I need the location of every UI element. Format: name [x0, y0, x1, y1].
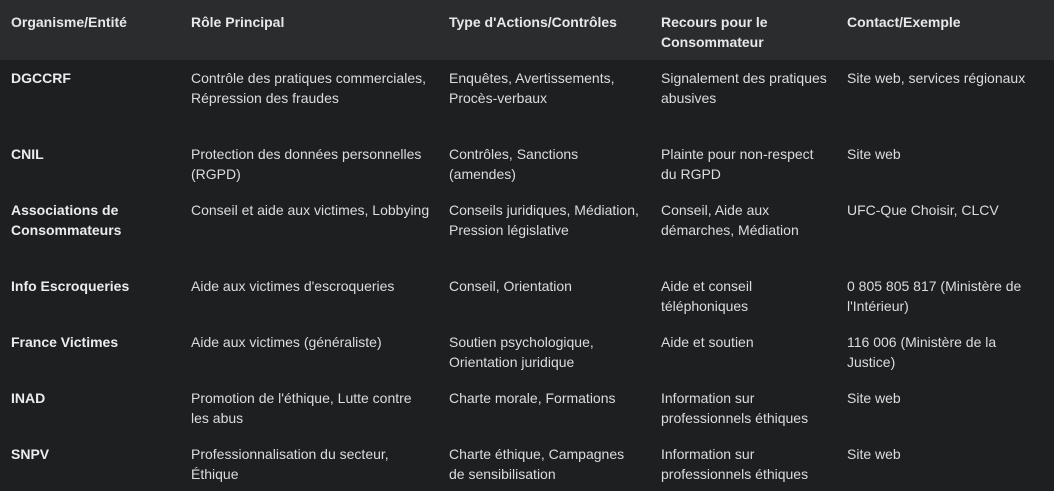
table-header — [0, 0, 1054, 60]
cell-actions: Enquêtes, Avertissements, Procès-verbaux — [449, 70, 615, 106]
cell-organisme: France Victimes — [11, 334, 119, 350]
cell-role: Protection des données personnelles (RGPD) — [191, 146, 422, 182]
table-row — [0, 324, 1054, 380]
cell-actions: Charte éthique, Campagnes de sensibilisation — [449, 446, 625, 482]
cell-contact: Site web — [847, 446, 901, 462]
header-role: Rôle Principal — [191, 14, 285, 30]
table-row — [0, 436, 1054, 491]
cell-role: Professionnalisation du secteur, Éthique — [191, 446, 389, 482]
cell-recours: Aide et conseil téléphoniques — [661, 278, 753, 314]
header-actions: Type d'Actions/Contrôles — [449, 14, 617, 30]
cell-recours: Plainte pour non-respect du RGPD — [661, 146, 814, 182]
cell-organisme: DGCCRF — [11, 70, 71, 86]
header-recours: Recours pour le Consommateur — [661, 14, 768, 50]
cell-actions: Conseils juridiques, Médiation, Pression législative — [449, 202, 639, 238]
cell-contact: Site web — [847, 146, 901, 162]
cell-role: Conseil et aide aux victimes, Lobbying — [191, 202, 430, 218]
table-body — [0, 60, 1054, 491]
cell-organisme: Associations de Consommateurs — [11, 202, 122, 238]
cell-recours: Information sur professionnels éthiques — [661, 390, 809, 426]
header-organisme: Organisme/Entité — [11, 14, 127, 30]
cell-actions: Charte morale, Formations — [449, 390, 616, 406]
cell-role: Aide aux victimes (généraliste) — [191, 334, 382, 350]
cell-recours: Conseil, Aide aux démarches, Médiation — [661, 202, 799, 238]
cell-role: Contrôle des pratiques commerciales, Répression des fraudes — [191, 70, 426, 106]
cell-organisme: CNIL — [11, 146, 44, 162]
cell-contact: 116 006 (Ministère de la Justice) — [847, 334, 997, 370]
cell-contact: UFC-Que Choisir, CLCV — [847, 202, 999, 218]
cell-actions: Conseil, Orientation — [449, 278, 572, 294]
cell-contact: Site web — [847, 390, 901, 406]
cell-recours: Aide et soutien — [661, 334, 754, 350]
cell-organisme: SNPV — [11, 446, 50, 462]
table-row — [0, 136, 1054, 192]
cell-actions: Soutien psychologique, Orientation juridique — [449, 334, 594, 370]
table-row — [0, 268, 1054, 324]
cell-organisme: INAD — [11, 390, 46, 406]
table-row — [0, 60, 1054, 136]
cell-contact: 0 805 805 817 (Ministère de l'Intérieur) — [847, 278, 1022, 314]
cell-role: Aide aux victimes d'escroqueries — [191, 278, 395, 294]
header-contact: Contact/Exemple — [847, 14, 961, 30]
table-row — [0, 192, 1054, 268]
cell-role: Promotion de l'éthique, Lutte contre les abus — [191, 390, 412, 426]
cell-recours: Signalement des pratiques abusives — [661, 70, 827, 106]
header-row — [0, 0, 1054, 60]
cell-organisme: Info Escroqueries — [11, 278, 130, 294]
cell-contact: Site web, services régionaux — [847, 70, 1026, 86]
cell-actions: Contrôles, Sanctions (amendes) — [449, 146, 579, 182]
cell-recours: Information sur professionnels éthiques — [661, 446, 809, 482]
table-row — [0, 380, 1054, 436]
